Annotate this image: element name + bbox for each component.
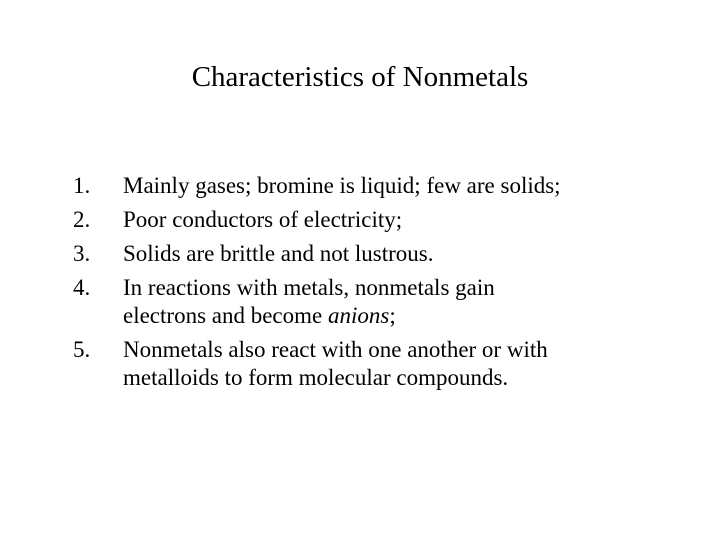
list-item-text: Poor conductors of electricity; xyxy=(123,207,403,232)
list-item xyxy=(73,240,683,268)
list-item-line xyxy=(123,302,683,330)
list-item-text-segment: electrons and become xyxy=(123,303,328,328)
list-item xyxy=(73,274,683,330)
list-item-line: In reactions with metals, nonmetals gain xyxy=(123,275,495,300)
slide-title-text: Characteristics of Nonmetals xyxy=(191,61,529,93)
list-item xyxy=(73,172,683,200)
list-item-number: 4. xyxy=(73,275,91,300)
list-item-text: Solids are brittle and not lustrous. xyxy=(123,241,434,266)
list-item xyxy=(73,206,683,234)
list-item-number: 1. xyxy=(73,173,91,198)
list-item-text: Mainly gases; bromine is liquid; few are solids; xyxy=(123,173,561,198)
list-item xyxy=(73,336,683,392)
list-item-line: Nonmetals also react with one another or with xyxy=(123,337,548,362)
emphasized-term: anions xyxy=(328,303,390,328)
list-item-text-segment: ; xyxy=(389,303,396,328)
list-item-text xyxy=(123,336,683,392)
list-item-number: 3. xyxy=(73,241,91,266)
slide-title xyxy=(0,57,720,97)
list-item-text xyxy=(123,274,683,330)
characteristics-list xyxy=(73,172,683,392)
list-item-number: 2. xyxy=(73,207,91,232)
list-item-number: 5. xyxy=(73,337,91,362)
list-item-line: metalloids to form molecular compounds. xyxy=(123,365,509,390)
